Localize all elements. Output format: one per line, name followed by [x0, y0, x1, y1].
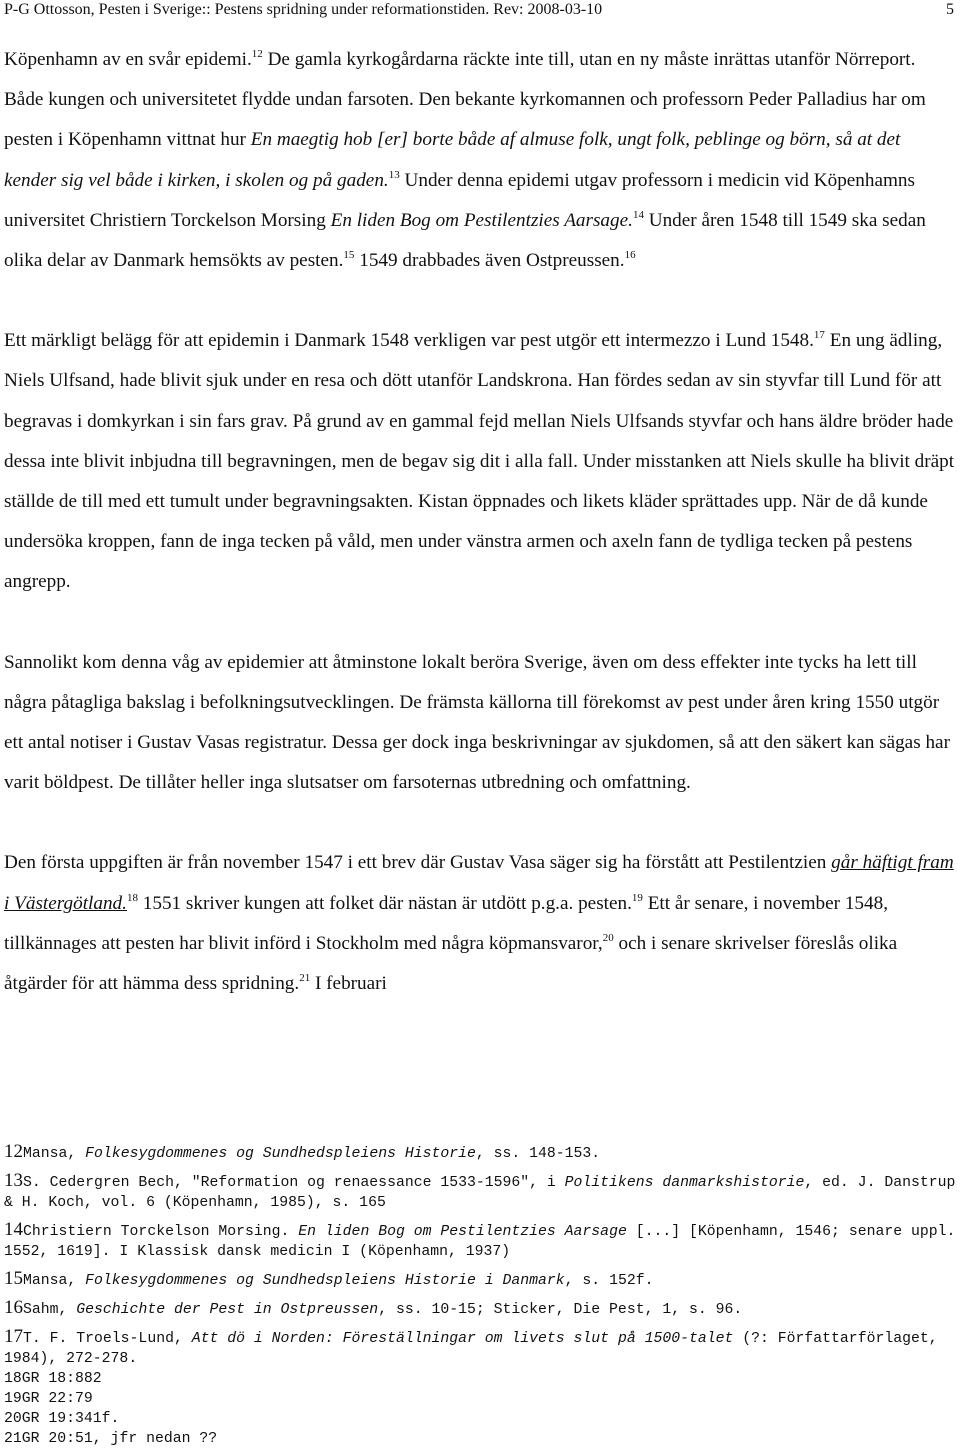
text-run: Den första uppgiften är från november 1547 i ett brev där Gustav Vasa säger sig ha förstått att Pestilentzien [4, 852, 832, 874]
text-run: Ett märkligt belägg för att epidemin i Danmark 1548 verkligen var pest utgör ett intermezzo i Lund 1548. [4, 330, 814, 352]
footnote-text: S. Cedergren Bech, "Reformation og renaessance 1533-1596", i [23, 1175, 565, 1191]
paragraph-4 [4, 843, 956, 1004]
footnote-ref[interactable]: 15 [343, 249, 355, 262]
footnote-number: 20 [4, 1411, 22, 1427]
footnote-ref[interactable]: 14 [632, 208, 644, 221]
text-run: De gamla kyrkogårdarna räckte inte till, utan en ny måste inrättas utanför Nörreport. Både kungen och universitetet flydde undan farsoten. Den bekante kyrkomannen och professorn Peder Palladius har om pesten i Köpenhamn vittnat hur [4, 49, 926, 151]
footnote-text: Christiern Torckelson Morsing. [23, 1224, 299, 1240]
footnote-text: GR 19:341f. [21, 1411, 120, 1427]
footnote-number: 21 [4, 1431, 22, 1447]
footnotes [4, 1142, 958, 1449]
text-run: 1549 drabbades även Ostpreussen. [354, 250, 625, 272]
page-number: 5 [946, 1, 954, 18]
footnote-text: T. F. Troels-Lund, [23, 1331, 192, 1347]
footnote-ref[interactable]: 16 [624, 249, 636, 262]
footnote-ref[interactable]: 18 [126, 891, 138, 904]
footnote-text: GR 20:51, jfr nedan ?? [21, 1431, 218, 1447]
text-run: En ung ädling, Niels Ulfsand, hade blivit sjuk under en resa och dött utanför Landskrona. Han fördes sedan av sin styvfar till Lund för att begravas i domkyrkan i sin fars grav. På grund av en gammal fejd mellan Niels Ulfsands styvfar och hans äldre bröder hade dessa inte blivit inbjudna till begravningen, men de begav sig dit i alla fall. Under misstanken att Niels skulle ha blivit dräpt ställde de till med ett tumult under begravningsakten. Kistan öppnades och likets kläder sprättades upp. När de då kunde undersöka kroppen, fann de inga tecken på våld, men under vänstra armen och axeln fann de tydliga tecken på pestens angrepp. [4, 330, 955, 593]
footnote-ref[interactable]: 21 [299, 972, 311, 985]
footnote-number: 14 [4, 1219, 23, 1240]
footnote-12 [4, 1142, 958, 1164]
footnote-title: Politikens danmarkshistorie [564, 1175, 805, 1191]
footnote-number: 13 [4, 1170, 23, 1191]
footnote-text: GR 18:882 [21, 1371, 102, 1387]
footnote-20 [4, 1409, 958, 1429]
paragraph-3 [4, 643, 956, 804]
footnote-title: Folkesygdommenes og Sundhedspleiens Historie i Danmark [85, 1273, 565, 1289]
footnote-title: Folkesygdommenes og Sundhedspleiens Historie [85, 1146, 476, 1162]
footnote-text: Mansa, [23, 1273, 86, 1289]
footnote-text: Sahm, [23, 1302, 77, 1318]
footnote-13 [4, 1171, 958, 1213]
book-title-italic: En liden Bog om Pestilentzies Aarsage. [330, 209, 633, 231]
text-run: Under denna epidemi utgav professorn i medicin vid Köpenhamns universitet Christiern Torckelson Morsing [4, 169, 915, 231]
text-run: Ett år senare, i november 1548, tillkännages att pesten har blivit införd i Stockholm med några köpmansvaror, [4, 892, 888, 954]
footnote-title: En liden Bog om Pestilentzies Aarsage [298, 1224, 627, 1240]
footnote-text: Mansa, [23, 1146, 86, 1162]
text-run: Sannolikt kom denna våg av epidemier att åtminstone lokalt beröra Sverige, även om dess effekter inte tycks ha lett till några påtagliga bakslag i befolkningsutvecklingen. De främsta källorna till förekomst av pest under åren kring 1550 utgör ett antal notiser i Gustav Vasas registratur. Dessa ger dock inga beskrivningar av sjukdomen, så att den säkert kan sägas har varit böldpest. De tillåter heller inga slutsatser om farsoternas utbredning och omfattning. [4, 651, 950, 794]
footnote-text: , s. 152f. [564, 1273, 654, 1289]
text-run: Under åren 1548 till 1549 ska sedan olika delar av Danmark hemsökts av pesten. [4, 209, 926, 272]
footnote-14 [4, 1220, 958, 1262]
footnote-number: 16 [4, 1297, 23, 1318]
footnote-ref[interactable]: 17 [813, 329, 825, 342]
footnote-number: 17 [4, 1326, 23, 1347]
footnote-ref[interactable]: 20 [602, 931, 614, 944]
footnote-19 [4, 1389, 958, 1409]
footnote-text: [...] [Köpenhamn, 1546; senare uppl. 1552, 1619]. I Klassisk dansk medicin I (Köpenhamn, 1937) [4, 1224, 956, 1260]
running-header [4, 0, 954, 22]
footnote-17 [4, 1327, 958, 1369]
footnote-ref[interactable]: 13 [388, 168, 400, 181]
footnote-text: , ss. 148-153. [475, 1146, 601, 1162]
footnote-title: Geschichte der Pest in Ostpreussen [76, 1302, 379, 1318]
quote-underlined: går häftigt fram i Västergötland. [4, 852, 954, 914]
text-run: I februari [310, 973, 387, 995]
footnote-18 [4, 1369, 958, 1389]
quote-italic: En maegtig hob [er] borte både af almuse folk, ungt folk, peblinge og börn, så at det kender sig vel både i kirken, i skolen og på gaden. [4, 129, 901, 191]
text-run: 1551 skriver kungen att folket där nästan är utdött p.g.a. pesten. [137, 892, 632, 914]
text-run: Köpenhamn av en svår epidemi. [4, 49, 252, 70]
footnote-text: , ed. J. Danstrup & H. Koch, vol. 6 (Köpenhamn, 1985), s. 165 [4, 1175, 956, 1211]
footnote-ref[interactable]: 12 [251, 48, 263, 60]
footnote-text: (?: Författarförlaget, 1984), 272-278. [4, 1331, 938, 1367]
text-run: och i senare skrivelser föreslås olika åtgärder för att hämma dess spridning. [4, 932, 898, 995]
footnote-title: Att dö i Norden: Föreställningar om livets slut på 1500-talet [191, 1331, 734, 1347]
footnote-text: , ss. 10-15; Sticker, Die Pest, 1, s. 96. [378, 1302, 743, 1318]
header-title: P-G Ottosson, Pesten i Sverige:: Pestens spridning under reformationstiden. Rev: 2008-03-10 [4, 1, 603, 18]
body-text [4, 40, 956, 1004]
footnote-number: 12 [4, 1141, 23, 1162]
footnote-15 [4, 1269, 958, 1291]
footnote-number: 19 [4, 1391, 22, 1407]
footnote-ref[interactable]: 19 [631, 891, 643, 904]
footnote-number: 15 [4, 1268, 23, 1289]
footnote-number: 18 [4, 1371, 22, 1387]
footnote-16 [4, 1298, 958, 1320]
footnote-text: GR 22:79 [21, 1391, 93, 1407]
paragraph-1 [4, 40, 956, 281]
footnote-21 [4, 1429, 958, 1449]
paragraph-2 [4, 321, 956, 602]
